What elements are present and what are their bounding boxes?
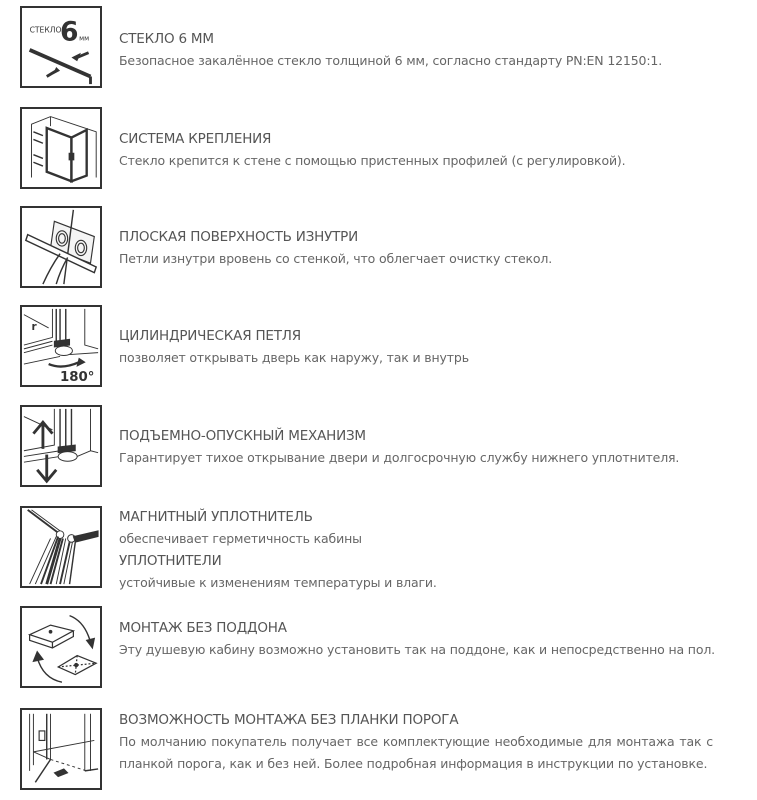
feature-title: СИСТЕМА КРЕПЛЕНИЯ: [119, 131, 272, 147]
mounting-system-icon: [20, 107, 102, 189]
feature-title: ПЛОСКАЯ ПОВЕРХНОСТЬ ИЗНУТРИ: [119, 229, 359, 245]
feature-description: позволяет открывать дверь как наружу, так и внутрь: [119, 350, 469, 365]
magnetic-seal-icon: [20, 506, 102, 588]
icon-glass-unit: мм: [79, 34, 90, 43]
feature-title: СТЕКЛО 6 ММ: [119, 31, 214, 47]
feature-description: Эту душевую кабину возможно установить так на поддоне, как и непосредственно на пол.: [119, 642, 715, 657]
feature-subtitle: УПЛОТНИТЕЛИ: [119, 553, 222, 569]
feature-title: ЦИЛИНДРИЧЕСКАЯ ПЕТЛЯ: [119, 328, 301, 344]
no-threshold-strip-icon: [20, 708, 102, 790]
feature-title: ПОДЪЕМНО-ОПУСКНЫЙ МЕХАНИЗМ: [119, 428, 366, 444]
icon-glass-label: СТЕКЛО: [29, 25, 62, 35]
cylindrical-hinge-icon: [20, 305, 102, 387]
feature-title: ВОЗМОЖНОСТЬ МОНТАЖА БЕЗ ПЛАНКИ ПОРОГА: [119, 712, 459, 728]
flat-surface-squeegee-icon: [20, 206, 102, 288]
glass-thickness-icon: [20, 6, 102, 88]
no-tray-mounting-icon: [20, 606, 102, 688]
feature-title: МАГНИТНЫЙ УПЛОТНИТЕЛЬ: [119, 509, 313, 525]
feature-description: обеспечивает герметичность кабины: [119, 531, 362, 546]
icon-glass-value: 6: [60, 16, 79, 48]
feature-description: Петли изнутри вровень со стенкой, что облегчает очистку стекол.: [119, 251, 553, 266]
feature-subdescription: устойчивые к изменениям температуры и влаги.: [119, 575, 437, 590]
lift-lower-mechanism-icon: [20, 405, 102, 487]
feature-description: Гарантирует тихое открывание двери и долгосрочную службу нижнего уплотнителя.: [119, 450, 680, 465]
feature-description: По молчанию покупатель получает все комплектующие необходимые для монтажа так с планкой порога, как и без ней. Более подробная информация в инструкции по установке.: [119, 734, 713, 771]
svg-text:r: r: [31, 320, 37, 333]
feature-description: Стекло крепится к стене с помощью пристенных профилей (с регулировкой).: [119, 153, 626, 168]
feature-description: Безопасное закалённое стекло толщиной 6 мм, согласно стандарту PN:EN 12150:1.: [119, 53, 663, 68]
feature-title: МОНТАЖ БЕЗ ПОДДОНА: [119, 620, 287, 636]
icon-hinge-angle-label: 180°: [60, 370, 95, 385]
